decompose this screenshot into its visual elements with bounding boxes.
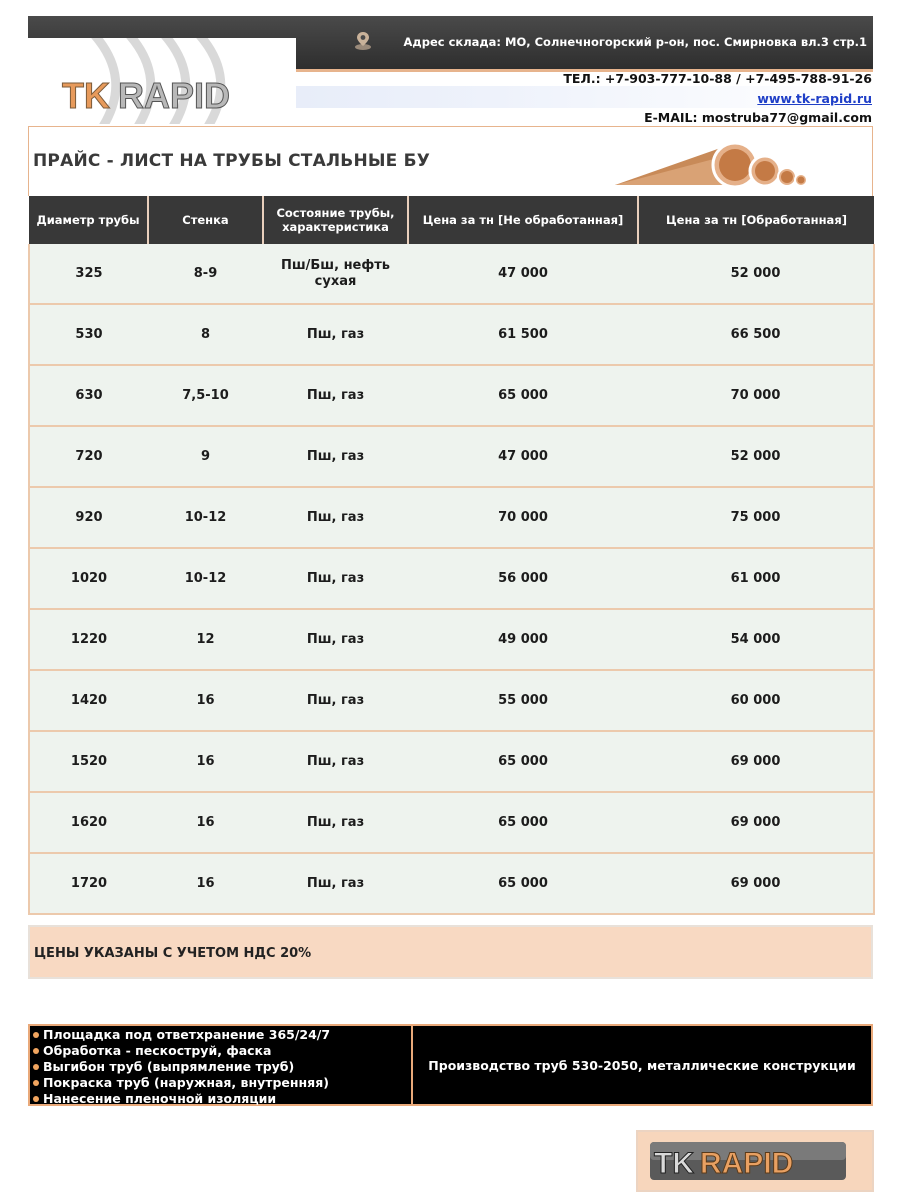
website-link[interactable]: www.tk-rapid.ru	[757, 91, 872, 106]
diameter-cell: 920	[29, 487, 148, 548]
table-body	[29, 244, 874, 914]
diameter-cell: 1220	[29, 609, 148, 670]
service-item: Нанесение пленочной изоляции	[43, 1091, 277, 1106]
price-raw-cell: 56 000	[408, 548, 638, 609]
wall-cell: 9	[148, 426, 263, 487]
bullet-icon	[33, 1096, 39, 1102]
services-list	[30, 1026, 413, 1104]
table-row	[29, 731, 874, 792]
table-row	[29, 244, 874, 304]
condition-cell: Пш, газ	[263, 304, 408, 365]
price-table	[28, 196, 875, 915]
table-row	[29, 365, 874, 426]
column-header: Состояние трубы, характеристика	[263, 196, 408, 244]
table-header-row	[29, 196, 874, 244]
svg-text:RAPID: RAPID	[118, 75, 231, 116]
diameter-cell: 1020	[29, 548, 148, 609]
bullet-icon	[33, 1080, 39, 1086]
condition-cell: Пш, газ	[263, 670, 408, 731]
diameter-cell: 1620	[29, 792, 148, 853]
price-raw-cell: 65 000	[408, 792, 638, 853]
price-raw-cell: 61 500	[408, 304, 638, 365]
service-item: Выгибон труб (выпрямление труб)	[43, 1059, 295, 1074]
page-title: ПРАЙС - ЛИСТ НА ТРУБЫ СТАЛЬНЫЕ БУ	[33, 151, 431, 171]
diameter-cell: 1720	[29, 853, 148, 914]
service-item: Площадка под ответхранение 365/24/7	[43, 1027, 331, 1042]
condition-cell: Пш, газ	[263, 731, 408, 792]
title-row	[28, 126, 873, 196]
price-processed-cell: 60 000	[638, 670, 874, 731]
diameter-cell: 1420	[29, 670, 148, 731]
wall-cell: 16	[148, 853, 263, 914]
wall-cell: 10-12	[148, 548, 263, 609]
location-pin-icon	[353, 30, 373, 52]
price-raw-cell: 70 000	[408, 487, 638, 548]
price-raw-cell: 47 000	[408, 244, 638, 304]
table-row	[29, 792, 874, 853]
price-processed-cell: 52 000	[638, 244, 874, 304]
diameter-cell: 325	[29, 244, 148, 304]
price-processed-cell: 66 500	[638, 304, 874, 365]
diameter-cell: 1520	[29, 731, 148, 792]
condition-cell: Пш, газ	[263, 365, 408, 426]
diameter-cell: 630	[29, 365, 148, 426]
price-processed-cell: 70 000	[638, 365, 874, 426]
vat-note-text: ЦЕНЫ УКАЗАНЫ С УЧЕТОМ НДС 20%	[34, 946, 312, 961]
wall-cell: 12	[148, 609, 263, 670]
svg-text:TK: TK	[654, 1147, 694, 1180]
services-panel	[28, 1024, 873, 1106]
bullet-icon	[33, 1048, 39, 1054]
production-text: Производство труб 530-2050, металлические конструкции	[428, 1057, 856, 1073]
wall-cell: 10-12	[148, 487, 263, 548]
price-raw-cell: 65 000	[408, 365, 638, 426]
condition-cell: Пш/Бш, нефть сухая	[263, 244, 408, 304]
wall-cell: 16	[148, 670, 263, 731]
price-processed-cell: 69 000	[638, 792, 874, 853]
column-header: Стенка	[148, 196, 263, 244]
contact-phone: ТЕЛ.: +7-903-777-10-88 / +7-495-788-91-26	[563, 71, 872, 86]
price-processed-cell: 61 000	[638, 548, 874, 609]
contact-email[interactable]: E-MAIL: mostruba77@gmail.com	[644, 110, 872, 125]
wall-cell: 8-9	[148, 244, 263, 304]
price-raw-cell: 65 000	[408, 853, 638, 914]
vat-note	[28, 925, 873, 979]
footer-logo	[636, 1130, 874, 1192]
bullet-icon	[33, 1064, 39, 1070]
svg-text:TK: TK	[62, 75, 110, 116]
table-row	[29, 548, 874, 609]
table-row	[29, 670, 874, 731]
pipes-image	[609, 133, 827, 191]
column-header: Диаметр трубы	[29, 196, 148, 244]
list-item	[33, 1043, 411, 1059]
wall-cell: 16	[148, 731, 263, 792]
bullet-icon	[33, 1032, 39, 1038]
warehouse-address: Адрес склада: МО, Солнечногорский р-он, пос. Смирновка вл.3 стр.1	[403, 35, 867, 49]
list-item	[33, 1075, 411, 1091]
list-item	[33, 1091, 411, 1107]
svg-text:RAPID: RAPID	[700, 1147, 794, 1180]
wall-cell: 7,5-10	[148, 365, 263, 426]
condition-cell: Пш, газ	[263, 426, 408, 487]
wall-cell: 8	[148, 304, 263, 365]
price-raw-cell: 49 000	[408, 609, 638, 670]
price-processed-cell: 52 000	[638, 426, 874, 487]
column-header: Цена за тн [Обработанная]	[638, 196, 874, 244]
list-item	[33, 1059, 411, 1075]
service-item: Покраска труб (наружная, внутренняя)	[43, 1075, 329, 1090]
table-row	[29, 853, 874, 914]
table-row	[29, 304, 874, 365]
wall-cell: 16	[148, 792, 263, 853]
list-item	[33, 1027, 411, 1043]
price-processed-cell: 75 000	[638, 487, 874, 548]
condition-cell: Пш, газ	[263, 792, 408, 853]
diameter-cell: 530	[29, 304, 148, 365]
price-raw-cell: 47 000	[408, 426, 638, 487]
condition-cell: Пш, газ	[263, 853, 408, 914]
price-processed-cell: 69 000	[638, 853, 874, 914]
table-row	[29, 609, 874, 670]
price-raw-cell: 65 000	[408, 731, 638, 792]
price-raw-cell: 55 000	[408, 670, 638, 731]
price-processed-cell: 54 000	[638, 609, 874, 670]
table-row	[29, 426, 874, 487]
price-processed-cell: 69 000	[638, 731, 874, 792]
column-header: Цена за тн [Не обработанная]	[408, 196, 638, 244]
diameter-cell: 720	[29, 426, 148, 487]
service-item: Обработка - пескоструй, фаска	[43, 1043, 272, 1058]
condition-cell: Пш, газ	[263, 548, 408, 609]
condition-cell: Пш, газ	[263, 609, 408, 670]
table-row	[29, 487, 874, 548]
condition-cell: Пш, газ	[263, 487, 408, 548]
company-logo	[28, 38, 296, 124]
